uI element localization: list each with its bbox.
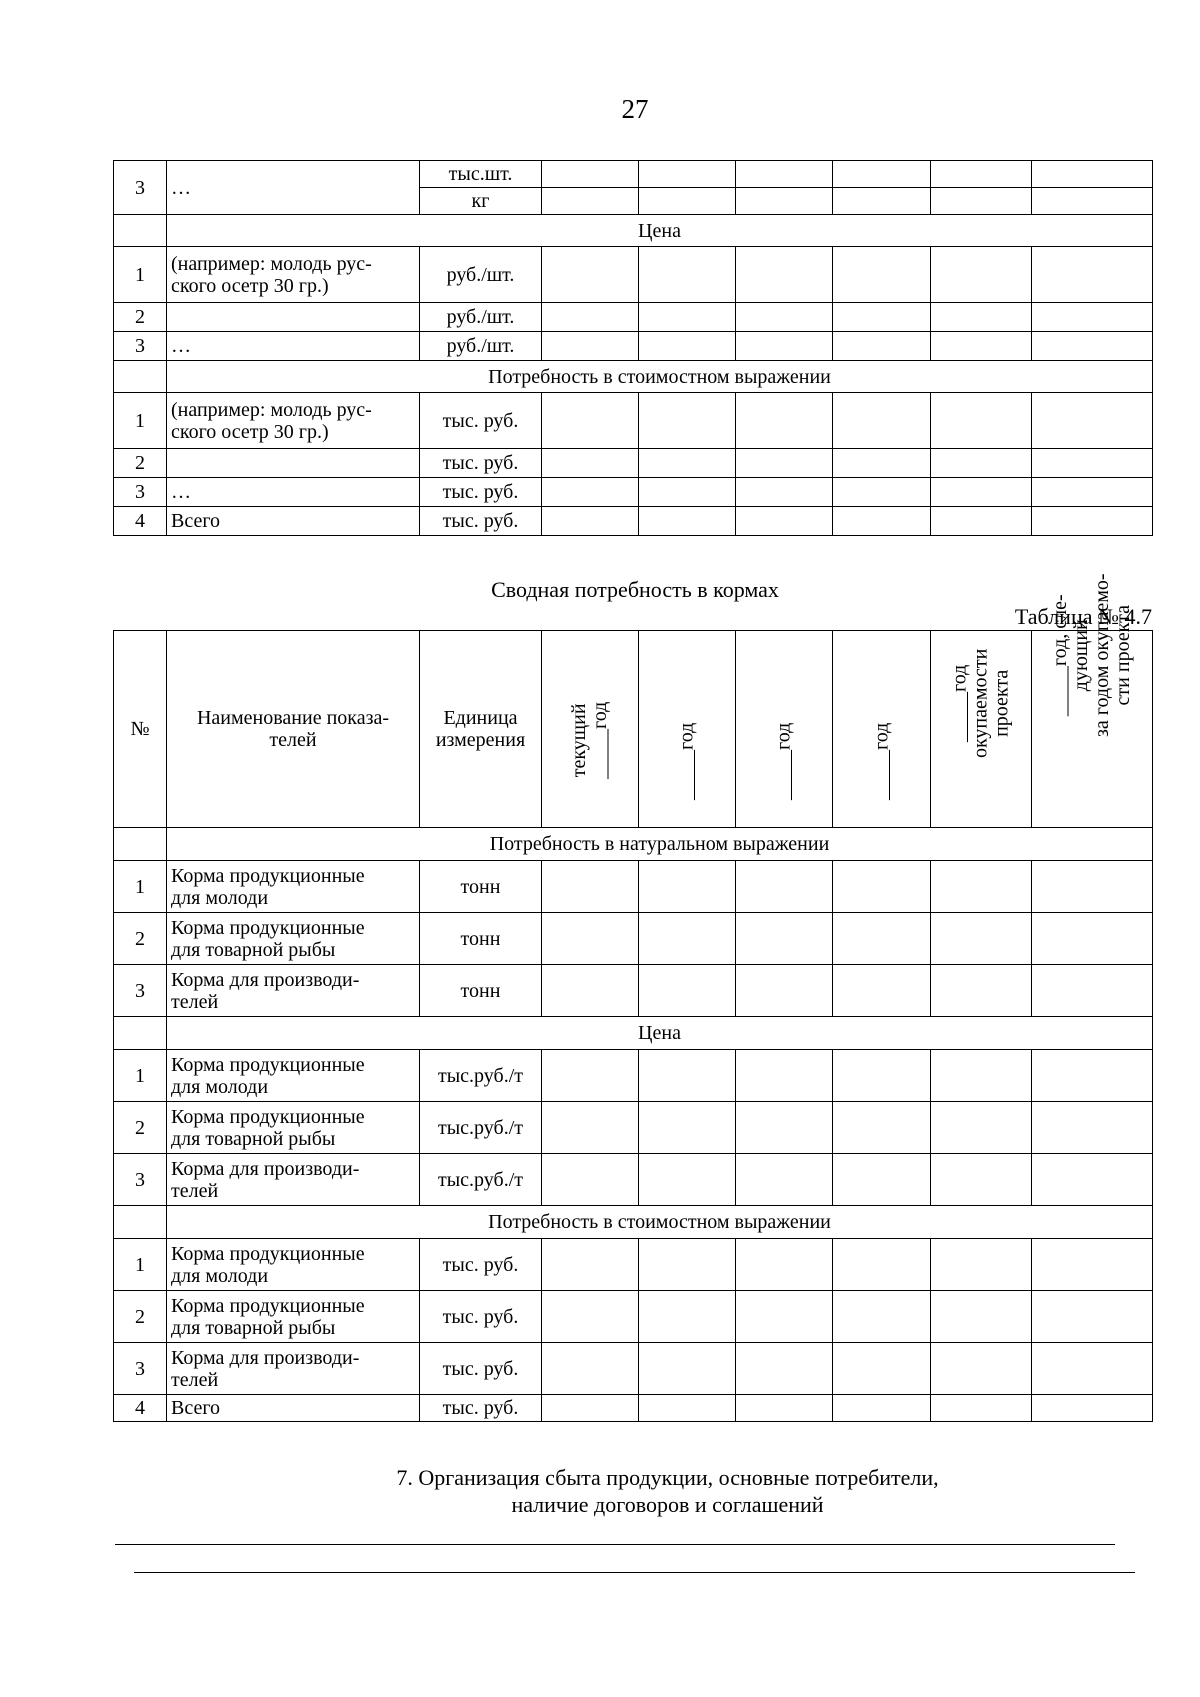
empty-cell	[639, 478, 736, 507]
empty-cell	[114, 1206, 167, 1239]
table-row	[114, 1395, 1153, 1422]
empty-cell	[1032, 861, 1153, 913]
empty-cell	[1032, 1395, 1153, 1422]
empty-cell	[931, 507, 1032, 536]
empty-cell	[736, 507, 833, 536]
empty-cell	[1032, 1291, 1153, 1343]
table-row	[114, 1154, 1153, 1206]
table-row	[114, 1050, 1153, 1102]
row-unit: тонн	[420, 861, 542, 913]
empty-cell	[736, 161, 833, 188]
empty-cell	[833, 1102, 931, 1154]
empty-cell	[542, 861, 639, 913]
table-row	[114, 1291, 1153, 1343]
empty-cell	[736, 1395, 833, 1422]
section-heading-line1: 7. Организация сбыта продукции, основные потребители,	[396, 1465, 939, 1490]
empty-cell	[931, 913, 1032, 965]
empty-cell	[542, 1343, 639, 1395]
empty-cell	[639, 1050, 736, 1102]
empty-cell	[639, 449, 736, 478]
row-unit: руб./шт.	[420, 332, 542, 361]
row-unit: тыс.руб./т	[420, 1102, 542, 1154]
empty-cell	[833, 1154, 931, 1206]
empty-cell	[931, 303, 1032, 332]
row-name	[167, 303, 420, 332]
row-unit: тыс.шт.	[420, 161, 542, 188]
row-number: 3	[114, 161, 167, 215]
empty-cell	[639, 247, 736, 303]
row-name: Корма продукционные для молоди	[167, 1050, 420, 1102]
table-row	[114, 913, 1153, 965]
empty-cell	[736, 1239, 833, 1291]
empty-cell	[736, 393, 833, 449]
row-number: 4	[114, 507, 167, 536]
empty-cell	[639, 161, 736, 188]
empty-cell	[931, 478, 1032, 507]
empty-cell	[1032, 303, 1153, 332]
row-name: (например: молодь рус- ского осетр 30 гр.)	[167, 247, 420, 303]
empty-cell	[114, 1017, 167, 1050]
row-unit: руб./шт.	[420, 303, 542, 332]
table-row	[114, 965, 1153, 1017]
empty-cell	[1032, 1102, 1153, 1154]
empty-cell	[1032, 161, 1153, 188]
empty-cell	[639, 303, 736, 332]
empty-cell	[736, 188, 833, 215]
section-row	[114, 361, 1153, 393]
empty-cell	[931, 1395, 1032, 1422]
empty-cell	[639, 1102, 736, 1154]
empty-cell	[542, 161, 639, 188]
empty-cell	[639, 965, 736, 1017]
table-row	[114, 478, 1153, 507]
row-name: Корма продукционные для молоди	[167, 1239, 420, 1291]
empty-cell	[1032, 1343, 1153, 1395]
header-name: Наименование показа- телей	[167, 631, 420, 828]
empty-cell	[542, 965, 639, 1017]
section-label: Цена	[167, 215, 1153, 247]
section-label: Потребность в стоимостном выражении	[167, 1206, 1153, 1239]
table-row	[114, 1102, 1153, 1154]
empty-cell	[931, 861, 1032, 913]
row-name: (например: молодь рус- ского осетр 30 гр.)	[167, 393, 420, 449]
empty-cell	[931, 161, 1032, 188]
empty-cell	[833, 188, 931, 215]
empty-cell	[542, 1154, 639, 1206]
row-number: 1	[114, 1239, 167, 1291]
empty-cell	[833, 1291, 931, 1343]
table-row	[114, 507, 1153, 536]
empty-cell	[931, 247, 1032, 303]
empty-cell	[931, 332, 1032, 361]
row-name: Корма продукционные для товарной рыбы	[167, 913, 420, 965]
empty-cell	[931, 1050, 1032, 1102]
empty-cell	[833, 507, 931, 536]
section-label: Цена	[167, 1017, 1153, 1050]
header-year-1: текущий _____год	[542, 631, 639, 828]
row-unit: тыс. руб.	[420, 1291, 542, 1343]
empty-cell	[639, 393, 736, 449]
table-row	[114, 332, 1153, 361]
empty-cell	[736, 1102, 833, 1154]
row-number: 2	[114, 303, 167, 332]
row-number: 2	[114, 449, 167, 478]
empty-cell	[1032, 1239, 1153, 1291]
row-unit: тыс. руб.	[420, 1343, 542, 1395]
empty-cell	[736, 449, 833, 478]
empty-cell	[542, 913, 639, 965]
header-unit: Единица измерения	[420, 631, 542, 828]
row-number: 3	[114, 1343, 167, 1395]
empty-cell	[639, 1239, 736, 1291]
empty-cell	[639, 861, 736, 913]
empty-cell	[1032, 247, 1153, 303]
empty-cell	[1032, 188, 1153, 215]
empty-cell	[736, 247, 833, 303]
empty-cell	[833, 965, 931, 1017]
empty-cell	[833, 247, 931, 303]
empty-cell	[833, 449, 931, 478]
empty-cell	[639, 188, 736, 215]
row-number: 4	[114, 1395, 167, 1422]
table-row	[114, 861, 1153, 913]
row-unit: тыс.руб./т	[420, 1154, 542, 1206]
table-header-row	[114, 631, 1153, 828]
row-number: 3	[114, 478, 167, 507]
empty-cell	[542, 303, 639, 332]
section-heading-line2: наличие договоров и соглашений	[511, 1492, 824, 1517]
empty-cell	[1032, 332, 1153, 361]
row-unit: тыс.руб./т	[420, 1050, 542, 1102]
empty-cell	[931, 393, 1032, 449]
header-year-after-payback: _____год, сле- дующий за годом окупаемо- сти проекта	[1032, 631, 1153, 828]
empty-cell	[833, 861, 931, 913]
section-label: Потребность в стоимостном выражении	[167, 361, 1153, 393]
empty-cell	[639, 1154, 736, 1206]
row-name: Корма продукционные для молоди	[167, 861, 420, 913]
row-number: 2	[114, 913, 167, 965]
header-year-2: _____год	[639, 631, 736, 828]
empty-cell	[1032, 1154, 1153, 1206]
header-num: №	[114, 631, 167, 828]
row-number: 3	[114, 965, 167, 1017]
empty-cell	[931, 1239, 1032, 1291]
empty-cell	[736, 303, 833, 332]
row-number: 2	[114, 1291, 167, 1343]
empty-cell	[542, 1395, 639, 1422]
row-unit: руб./шт.	[420, 247, 542, 303]
empty-cell	[833, 1395, 931, 1422]
empty-cell	[1032, 478, 1153, 507]
row-number: 1	[114, 1050, 167, 1102]
row-number: 1	[114, 393, 167, 449]
empty-cell	[1032, 913, 1153, 965]
empty-cell	[833, 303, 931, 332]
table-label: Таблица № 4.7	[1014, 604, 1152, 629]
row-name: Корма продукционные для товарной рыбы	[167, 1102, 420, 1154]
empty-cell	[542, 449, 639, 478]
empty-cell	[639, 913, 736, 965]
section-row	[114, 828, 1153, 861]
row-name: Корма продукционные для товарной рыбы	[167, 1291, 420, 1343]
row-unit: тыс. руб.	[420, 1239, 542, 1291]
empty-cell	[639, 1395, 736, 1422]
empty-cell	[833, 913, 931, 965]
table-row	[114, 303, 1153, 332]
header-year-4: _____год	[833, 631, 931, 828]
empty-cell	[833, 1239, 931, 1291]
empty-cell	[833, 161, 931, 188]
empty-cell	[1032, 1050, 1153, 1102]
row-unit: тыс. руб.	[420, 393, 542, 449]
empty-cell	[931, 449, 1032, 478]
section-label: Потребность в натуральном выражении	[167, 828, 1153, 861]
empty-cell	[833, 1050, 931, 1102]
empty-cell	[736, 332, 833, 361]
table-row	[114, 161, 1153, 188]
row-number: 3	[114, 1154, 167, 1206]
empty-cell	[931, 965, 1032, 1017]
row-name: …	[167, 161, 420, 215]
empty-cell	[931, 188, 1032, 215]
empty-cell	[542, 332, 639, 361]
empty-cell	[639, 332, 736, 361]
row-number: 1	[114, 861, 167, 913]
empty-cell	[736, 1291, 833, 1343]
header-year-3: _____год	[736, 631, 833, 828]
empty-cell	[931, 1343, 1032, 1395]
empty-cell	[833, 1343, 931, 1395]
table-row	[114, 449, 1153, 478]
empty-cell	[542, 1050, 639, 1102]
row-number: 3	[114, 332, 167, 361]
empty-cell	[542, 393, 639, 449]
empty-cell	[114, 828, 167, 861]
section-row	[114, 215, 1153, 247]
empty-cell	[639, 1343, 736, 1395]
row-unit: тыс. руб.	[420, 507, 542, 536]
empty-cell	[1032, 507, 1153, 536]
empty-cell	[1032, 965, 1153, 1017]
table-continuation	[113, 160, 1153, 536]
empty-cell	[931, 1102, 1032, 1154]
section-row	[114, 1017, 1153, 1050]
row-name	[167, 449, 420, 478]
empty-cell	[736, 1050, 833, 1102]
empty-cell	[542, 478, 639, 507]
empty-cell	[542, 1102, 639, 1154]
empty-cell	[833, 478, 931, 507]
empty-cell	[639, 507, 736, 536]
row-unit: тыс. руб.	[420, 478, 542, 507]
row-name: Корма для производи- телей	[167, 1343, 420, 1395]
row-name: …	[167, 478, 420, 507]
empty-cell	[833, 332, 931, 361]
empty-cell	[542, 188, 639, 215]
empty-cell	[931, 1154, 1032, 1206]
row-name: Всего	[167, 1395, 420, 1422]
empty-cell	[542, 247, 639, 303]
row-unit: кг	[420, 188, 542, 215]
empty-cell	[736, 478, 833, 507]
row-number: 2	[114, 1102, 167, 1154]
row-name: Корма для производи- телей	[167, 1154, 420, 1206]
row-number: 1	[114, 247, 167, 303]
table-row	[114, 1239, 1153, 1291]
row-name: Корма для производи- телей	[167, 965, 420, 1017]
table-row	[114, 247, 1153, 303]
empty-cell	[931, 1291, 1032, 1343]
row-unit: тыс. руб.	[420, 449, 542, 478]
page-number: 27	[621, 94, 649, 124]
empty-cell	[1032, 449, 1153, 478]
empty-cell	[736, 913, 833, 965]
table-row	[114, 393, 1153, 449]
row-name: …	[167, 332, 420, 361]
empty-cell	[542, 507, 639, 536]
blank-line-1	[115, 1544, 1115, 1545]
blank-line-2	[134, 1572, 1135, 1573]
empty-cell	[639, 1291, 736, 1343]
table-title: Сводная потребность в кормах	[491, 577, 779, 602]
empty-cell	[114, 215, 167, 247]
section-row	[114, 1206, 1153, 1239]
empty-cell	[736, 1154, 833, 1206]
empty-cell	[736, 1343, 833, 1395]
empty-cell	[542, 1239, 639, 1291]
empty-cell	[736, 965, 833, 1017]
empty-cell	[736, 861, 833, 913]
row-unit: тонн	[420, 965, 542, 1017]
row-unit: тонн	[420, 913, 542, 965]
empty-cell	[542, 1291, 639, 1343]
empty-cell	[114, 361, 167, 393]
empty-cell	[1032, 393, 1153, 449]
header-year-payback: _____год окупаемости проекта	[931, 631, 1032, 828]
table-row	[114, 1343, 1153, 1395]
row-unit: тыс. руб.	[420, 1395, 542, 1422]
row-name: Всего	[167, 507, 420, 536]
empty-cell	[833, 393, 931, 449]
